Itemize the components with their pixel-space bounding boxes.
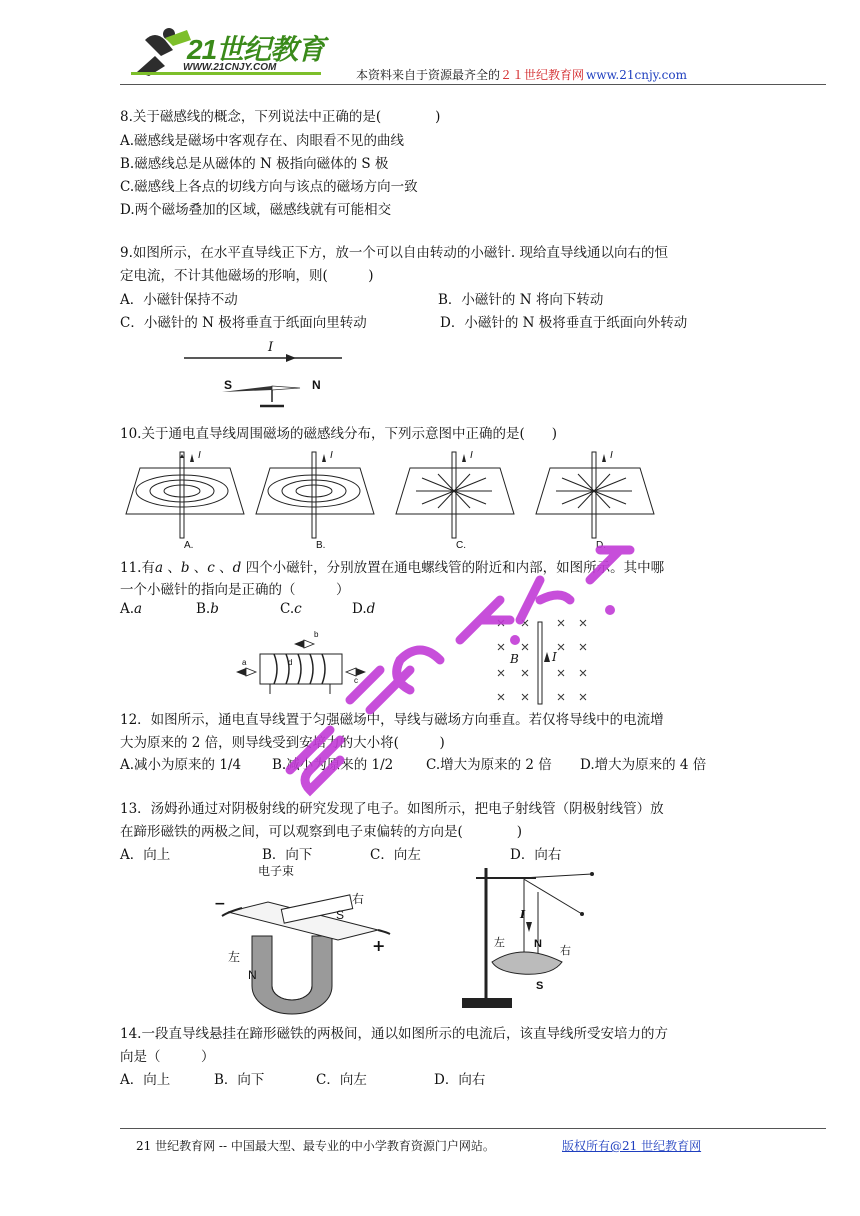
q11-stem-pre: 11.有	[120, 560, 155, 576]
q12-stem-line1: 12．如图所示，通电直导线置于匀强磁场中，导线与磁场方向垂直。若仅将导线中的电流增	[120, 712, 664, 728]
q14-right-label: 右	[560, 944, 571, 957]
q8-stem: 8.关于磁感线的概念，下列说法中正确的是( )	[120, 109, 441, 125]
q9-s-label: S	[224, 378, 233, 392]
q12-option-a: A.减小为原来的 1/4	[120, 757, 242, 773]
q13-cathode-ray-figure	[212, 856, 398, 1016]
q14-left-label: 左	[494, 936, 505, 949]
q13-cathode-tube-magnet-diagram	[212, 856, 398, 1016]
q10-label-b: B.	[316, 540, 326, 551]
q11-label-a: a	[242, 658, 247, 667]
q11-option-d-letter: D.	[352, 601, 367, 617]
q13-minus-label: −	[214, 896, 226, 912]
footer-divider	[120, 1128, 826, 1129]
q10-a-current: I	[198, 450, 201, 461]
q14-n-label: N	[534, 938, 542, 950]
q13-left-label: 左	[228, 950, 241, 964]
q11-var-d: d	[232, 560, 242, 576]
header-source-site[interactable]: ２１世纪教育网	[500, 68, 585, 82]
q12-option-d: D.增大为原来的 4 倍	[580, 757, 707, 773]
q9-stem-line1: 9.如图所示，在水平直导线正下方，放一个可以自由转动的小磁针. 现给直导线通以向右的恒	[120, 245, 668, 261]
q10-figure	[120, 446, 680, 554]
q11-option-d	[352, 599, 375, 619]
q9-option-d: D．小磁针的 N 极将垂直于纸面向外转动	[440, 315, 688, 331]
q11-option-a-var: a	[134, 601, 143, 617]
q14-option-b: B．向下	[214, 1072, 265, 1088]
q9-current-label: I	[268, 340, 274, 355]
q13-beam-label: 电子束	[258, 864, 295, 878]
q14-stem-line2: 向是（ ）	[120, 1049, 215, 1065]
q10-label-c: C.	[456, 540, 466, 551]
q11-option-a-letter: A.	[120, 601, 135, 617]
q14-option-c: C．向左	[316, 1072, 367, 1088]
q11-option-b-letter: B.	[196, 601, 211, 617]
q13-option-a: A．向上	[120, 847, 171, 863]
q14-option-d: D．向右	[434, 1072, 486, 1088]
q10-label-a: A.	[184, 540, 194, 551]
q12-stem-line2: 大为原来的 2 倍，则导线受到安培力的大小将( )	[120, 735, 445, 751]
q14-s-label: S	[536, 980, 544, 992]
header-source	[356, 66, 687, 83]
q13-option-b: B．向下	[262, 847, 313, 863]
q14-i-label: I	[520, 908, 526, 921]
q11-option-d-var: d	[366, 601, 376, 617]
q11-option-a	[120, 599, 142, 619]
q11-option-b-var: b	[210, 601, 219, 617]
header-source-prefix: 本资料来自于资源最齐全的	[356, 68, 501, 82]
q13-plus-label: +	[372, 936, 386, 955]
logo-text: 21世纪教育	[187, 34, 325, 65]
q8-option-c: C.磁感线上各点的切线方向与该点的磁场方向一致	[120, 179, 418, 195]
footer-copyright-link[interactable]: 版权所有@21 世纪教育网	[562, 1139, 702, 1153]
q10-option-d-diagram	[536, 452, 654, 538]
q11-option-b	[196, 599, 219, 619]
q9-n-label: N	[312, 378, 321, 392]
q10-option-a-diagram	[126, 452, 244, 538]
q11-var-a: a	[154, 560, 164, 576]
q10-stem: 10.关于通电直导线周围磁场的磁感线分布，下列示意图中正确的是( )	[120, 426, 558, 442]
q9-option-a: A．小磁针保持不动	[120, 292, 238, 308]
q14-option-a: A．向上	[120, 1072, 171, 1088]
q13-option-d: D．向右	[510, 847, 562, 863]
q11-option-c	[280, 599, 302, 619]
q12-field-figure	[494, 616, 594, 708]
q11-option-c-var: c	[294, 601, 302, 617]
q8-option-a: A.磁感线是磁场中客观存在、肉眼看不见的曲线	[120, 133, 405, 149]
q9-wire-compass-diagram	[182, 340, 352, 416]
q13-n-label: N	[248, 968, 257, 982]
q9-stem-line2: 定电流，不计其他磁场的形响，则( )	[120, 268, 374, 284]
q13-option-c: C．向左	[370, 847, 421, 863]
q11-solenoid-diagram	[230, 632, 370, 702]
q12-option-c: C.增大为原来的 2 倍	[426, 757, 552, 773]
q12-magnetic-field-diagram	[494, 616, 594, 708]
q11-var-c: c	[207, 560, 215, 576]
q8-option-d: D.两个磁场叠加的区域，磁感线就有可能相交	[120, 202, 392, 218]
q11-var-b: b	[180, 560, 190, 576]
q10-d-current: I	[610, 450, 613, 461]
q11-solenoid-figure	[230, 632, 370, 702]
q12-option-b: B.减小为原来的 1/2	[272, 757, 394, 773]
q13-s-label: S	[336, 908, 345, 922]
q11-label-b: b	[314, 630, 319, 639]
q10-b-current: I	[330, 450, 333, 461]
q8-option-b: B.磁感线总是从磁体的 N 极指向磁体的 S 极	[120, 156, 389, 172]
header-divider	[120, 84, 826, 85]
q11-label-c: c	[354, 676, 358, 685]
q9-figure	[182, 340, 352, 416]
q13-right-label: 右	[352, 892, 365, 906]
q12-i-label: I	[552, 650, 557, 664]
site-logo	[125, 22, 330, 82]
q14-figure	[462, 862, 606, 1018]
q13-stem-line1: 13．汤姆孙通过对阴极射线的研究发现了电子。如图所示，把电子射线管（阴极射线管）放	[120, 801, 664, 817]
q10-c-current: I	[470, 450, 473, 461]
header-source-url[interactable]: www.21cnjy.com	[586, 68, 687, 82]
q10-option-c-diagram	[396, 452, 514, 538]
logo-url: WWW.21CNJY.COM	[183, 62, 277, 73]
q10-option-b-diagram	[256, 452, 374, 538]
footer-left-text: 21 世纪教育网 -- 中国最大型、最专业的中小学教育资源门户网站。	[136, 1139, 495, 1153]
q13-stem-line2: 在蹄形磁铁的两极之间，可以观察到电子束偏转的方向是( )	[120, 824, 523, 840]
q11-stem-line1: 11.有a 、b 、c 、d 四个小磁针，分别放置在通电螺线管的附近和内部，如图所示。其中哪	[120, 560, 665, 576]
q11-label-d: d	[288, 658, 293, 667]
q11-stem-line2: 一个小磁针的指向是正确的（ ）	[120, 582, 350, 598]
q11-stem-post: 四个小磁针，分别放置在通电螺线管的附近和内部，如图所示。其中哪	[245, 560, 665, 576]
q11-option-c-letter: C.	[280, 601, 295, 617]
q10-field-line-diagrams	[120, 446, 680, 554]
q12-b-label: B	[510, 652, 519, 666]
q14-stem-line1: 14.一段直导线悬挂在蹄形磁铁的两极间，通以如图所示的电流后，该直导线所受安培力的方	[120, 1026, 668, 1042]
q9-option-c: C．小磁针的 N 极将垂直于纸面向里转动	[120, 315, 367, 331]
q9-option-b: B．小磁针的 N 将向下转动	[438, 292, 604, 308]
q10-label-d: D.	[596, 540, 606, 551]
